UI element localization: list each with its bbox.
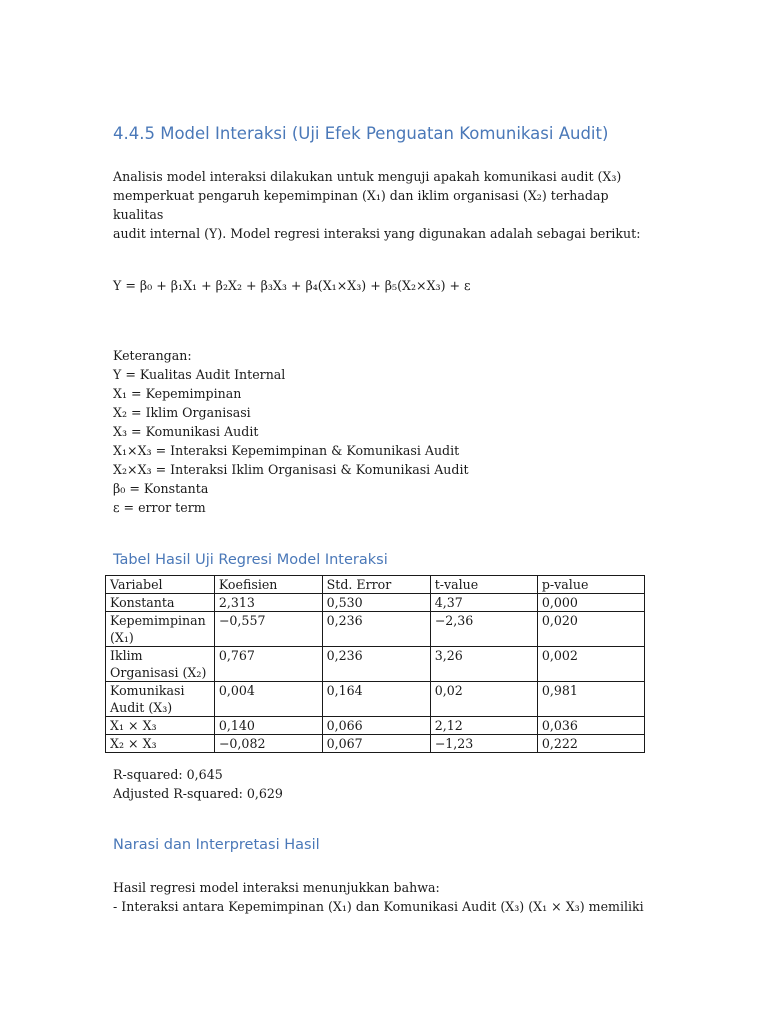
- table-cell: 0,000: [537, 594, 644, 612]
- r-squared: R-squared: 0,645: [113, 767, 223, 782]
- table-cell: 0,164: [322, 682, 430, 717]
- table-row: [106, 594, 645, 612]
- keterangan-label: Keterangan:: [113, 348, 192, 363]
- table-header-cell: Variabel: [106, 576, 215, 594]
- narasi-line: - Interaksi antara Kepemimpinan (X₁) dan Komunikasi Audit (X₃) (X₁ × X₃) memiliki: [113, 899, 644, 914]
- table-header-row: [106, 576, 645, 594]
- table-cell: Iklim Organisasi (X₂): [106, 647, 215, 682]
- table-cell: 0,036: [537, 717, 644, 735]
- keterangan-item: X₂×X₃ = Interaksi Iklim Organisasi & Komunikasi Audit: [113, 462, 469, 477]
- table-row: [106, 682, 645, 717]
- table-header-cell: Std. Error: [322, 576, 430, 594]
- table-header-cell: t-value: [430, 576, 537, 594]
- table-cell: Konstanta: [106, 594, 215, 612]
- table-cell: −0,082: [214, 735, 322, 753]
- table-cell: 0,067: [322, 735, 430, 753]
- adjusted-r-squared: Adjusted R-squared: 0,629: [113, 786, 283, 801]
- table-cell: 0,530: [322, 594, 430, 612]
- table-cell: 0,140: [214, 717, 322, 735]
- table-cell: −0,557: [214, 612, 322, 647]
- table-cell: 4,37: [430, 594, 537, 612]
- table-cell: X₂ × X₃: [106, 735, 215, 753]
- keterangan-item: Y = Kualitas Audit Internal: [113, 367, 286, 382]
- table-cell: 3,26: [430, 647, 537, 682]
- section-title: 4.4.5 Model Interaksi (Uji Efek Penguatan Komunikasi Audit): [113, 124, 609, 143]
- table-cell: −2,36: [430, 612, 537, 647]
- table-cell: Komunikasi Audit (X₃): [106, 682, 215, 717]
- table-cell: 0,222: [537, 735, 644, 753]
- regression-formula: Y = β₀ + β₁X₁ + β₂X₂ + β₃X₃ + β₄(X₁×X₃) + β₅(X₂×X₃) + ε: [113, 278, 471, 293]
- table-row: [106, 735, 645, 753]
- keterangan-item: X₁×X₃ = Interaksi Kepemimpinan & Komunikasi Audit: [113, 443, 460, 458]
- narasi-line: Hasil regresi model interaksi menunjukkan bahwa:: [113, 880, 440, 895]
- narasi-title: Narasi dan Interpretasi Hasil: [113, 837, 320, 853]
- table-header-cell: Koefisien: [214, 576, 322, 594]
- table-cell: 0,066: [322, 717, 430, 735]
- intro-line: audit internal (Y). Model regresi interaksi yang digunakan adalah sebagai berikut:: [113, 226, 641, 241]
- regression-table: [105, 575, 645, 753]
- table-row: [106, 612, 645, 647]
- keterangan-item: ε = error term: [113, 500, 206, 515]
- table-cell: 2,313: [214, 594, 322, 612]
- narasi-paragraph: [113, 878, 643, 916]
- table-cell: 0,236: [322, 612, 430, 647]
- table-cell: 0,002: [537, 647, 644, 682]
- keterangan-block: [113, 346, 643, 517]
- table-cell: 2,12: [430, 717, 537, 735]
- table-row: [106, 647, 645, 682]
- keterangan-item: β₀ = Konstanta: [113, 481, 209, 496]
- table-cell: 0,020: [537, 612, 644, 647]
- table-header-cell: p-value: [537, 576, 644, 594]
- intro-paragraph: [113, 167, 643, 243]
- table-cell: 0,767: [214, 647, 322, 682]
- keterangan-item: X₃ = Komunikasi Audit: [113, 424, 259, 439]
- table-row: [106, 717, 645, 735]
- table-cell: 0,236: [322, 647, 430, 682]
- model-fit-stats: [113, 765, 643, 803]
- table-cell: Kepemimpinan (X₁): [106, 612, 215, 647]
- table-cell: −1,23: [430, 735, 537, 753]
- table-cell: 0,004: [214, 682, 322, 717]
- table-cell: 0,981: [537, 682, 644, 717]
- table-cell: X₁ × X₃: [106, 717, 215, 735]
- table-title: Tabel Hasil Uji Regresi Model Interaksi: [113, 552, 388, 568]
- intro-line: memperkuat pengaruh kepemimpinan (X₁) dan iklim organisasi (X₂) terhadap kualitas: [113, 188, 609, 222]
- intro-line: Analisis model interaksi dilakukan untuk menguji apakah komunikasi audit (X₃): [113, 169, 622, 184]
- keterangan-item: X₁ = Kepemimpinan: [113, 386, 242, 401]
- keterangan-item: X₂ = Iklim Organisasi: [113, 405, 251, 420]
- table-cell: 0,02: [430, 682, 537, 717]
